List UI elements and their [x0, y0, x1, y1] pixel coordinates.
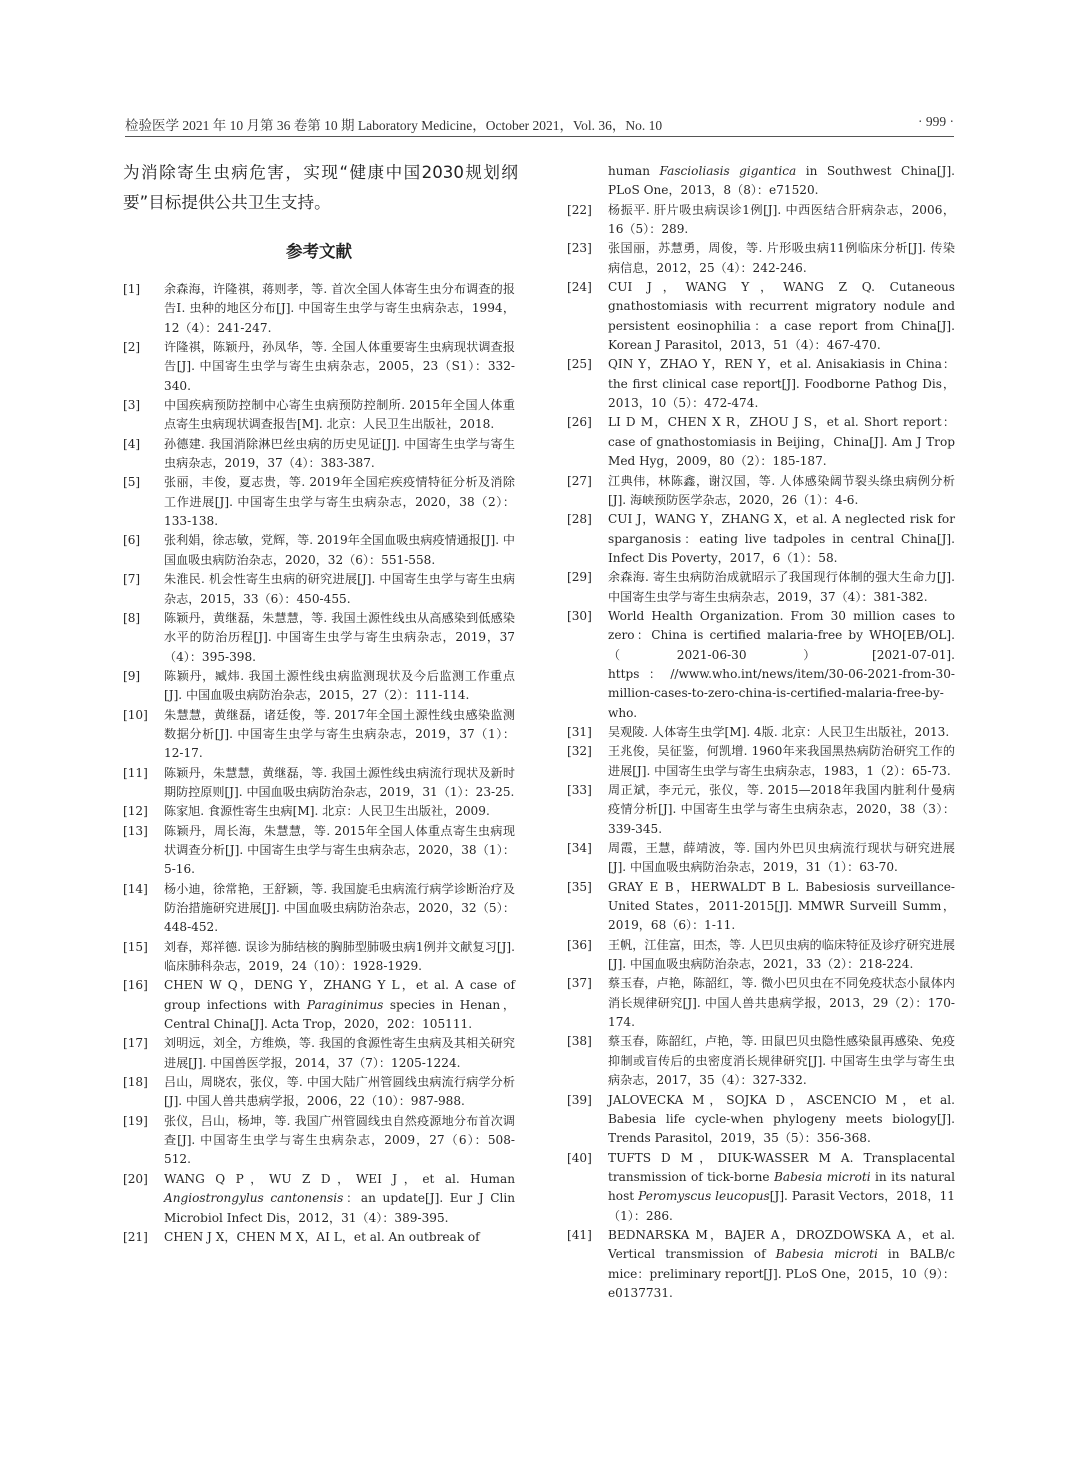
reference-item — [123, 609, 515, 667]
reference-item — [567, 1091, 955, 1149]
reference-text — [608, 241, 955, 274]
reference-text-run: WANG Q P，WU Z D，WEI J，et al. Human — [164, 1171, 515, 1186]
reference-text-run: QIN Y，ZHAO Y，REN Y，et al. Anisakiasis in China：the first clinical case report[J]. Foodborne Pathog Dis，2013，10（5）：472-474. — [608, 357, 955, 411]
reference-text — [608, 1034, 955, 1087]
reference-text-run: 张丽，丰俊，夏志贵，等. 2019年全国疟疾疫情特征分析及消除工作进展[J]. 中国寄生虫学与寄生虫病杂志，2020，38（2）：133-138. — [164, 475, 515, 529]
reference-number: [4] — [123, 436, 141, 451]
running-header — [125, 114, 954, 134]
reference-item — [123, 667, 515, 706]
reference-number: [18] — [123, 1075, 148, 1090]
reference-item — [567, 1032, 955, 1090]
reference-number: [26] — [567, 415, 592, 430]
reference-item — [567, 239, 955, 278]
reference-text — [164, 533, 515, 566]
header-rule — [125, 136, 954, 137]
reference-number: [21] — [123, 1229, 148, 1244]
reference-number: [7] — [123, 572, 141, 587]
reference-number: [38] — [567, 1034, 592, 1049]
reference-number: [35] — [567, 879, 592, 894]
reference-text-run: 王兆俊，吴征鉴，何凯增. 1960年来我国黑热病防治研究工作的进展[J]. 中国寄生虫学与寄生虫病杂志，1983，1（2）：65-73. — [608, 744, 955, 778]
reference-text-run: World Health Organization. From 30 million cases to zero：China is certified malaria-free by WHO[EB/OL].（2021-06-30）[2021-07-01]. https：//www.who.int/news/item/30-06-2021-from-30-million-cases-to-zero-china-is-certified-malaria-free-by-who. — [608, 608, 955, 720]
reference-number: [37] — [567, 976, 592, 991]
reference-item — [123, 938, 515, 977]
reference-number: [12] — [123, 804, 148, 819]
reference-item — [567, 413, 955, 471]
reference-text-run: 朱淮民. 机会性寄生虫病的研究进展[J]. 中国寄生虫学与寄生虫病杂志，2015，33（6）：450-455. — [164, 572, 515, 606]
reference-text — [608, 783, 955, 836]
reference-text — [608, 512, 955, 565]
reference-item — [123, 473, 515, 531]
reference-text-run: 陈家旭. 食源性寄生虫病[M]. 北京：人民卫生出版社，2009. — [164, 804, 490, 819]
reference-item — [567, 355, 955, 413]
reference-item — [123, 1170, 515, 1228]
reference-item — [567, 201, 955, 240]
reference-text-run: 陈颖丹，周长海，朱慧慧，等. 2015年全国人体重点寄生虫病现状调查分析[J]. 中国寄生虫学与寄生虫病杂志，2020，38（1）：5-16. — [164, 823, 515, 877]
reference-number: [13] — [123, 823, 148, 838]
reference-number: [24] — [567, 280, 592, 295]
reference-text — [608, 976, 955, 1029]
reference-text-run: CHEN W Q，DENG Y，ZHANG Y L，et al. A case of group infections with — [164, 978, 515, 1012]
reference-text-run: in its natural host — [608, 1169, 955, 1204]
reference-item — [567, 936, 955, 975]
reference-item — [123, 764, 515, 803]
reference-text-run: 余森海. 寄生虫病防治成就昭示了我国现行体制的强大生命力[J]. 中国寄生虫学与寄生虫病杂志，2019，37（4）：381-382. — [608, 570, 955, 604]
reference-text-run: 刘春，郑祥德. 误诊为肺结核的胸肺型肺吸虫病1例并文献复习[J]. 临床肺科杂志，2019，24（10）：1928-1929. — [164, 939, 515, 974]
reference-text-run: 陈颖丹，黄继磊，朱慧慧，等. 我国土源性线虫从高感染到低感染水平的防治历程[J]. 中国寄生虫学与寄生虫病杂志，2019，37（4）：395-398. — [164, 610, 515, 664]
reference-item — [567, 742, 955, 781]
reference-text-run: [J]. Parasit Vectors，2018，11（1）：286. — [608, 1189, 955, 1223]
reference-item — [123, 280, 515, 338]
italic-species-name: Peromyscus leucopus — [638, 1189, 770, 1204]
reference-item — [123, 1034, 515, 1073]
reference-number: [17] — [123, 1036, 148, 1051]
reference-number: [36] — [567, 937, 592, 952]
reference-text-run: JALOVECKA M，SOJKA D，ASCENCIO M，et al. Babesia life cycle-when phylogeny meets biology[J]. Trends Parasitol，2019，35（5）：356-368. — [608, 1092, 955, 1146]
reference-text — [608, 938, 955, 971]
reference-text-run: 陈颖丹，臧炜. 我国土源性线虫病监测现状及今后监测工作重点[J]. 中国血吸虫病防治杂志，2015，27（2）：111-114. — [164, 668, 515, 703]
reference-text — [164, 475, 515, 528]
reference-text-run: 余森海，许隆祺，蒋则孝，等. 首次全国人体寄生虫分布调查的报告Ⅰ. 虫种的地区分布[J]. 中国寄生虫学与寄生虫病杂志，1994，12（4）：241-247. — [164, 282, 515, 335]
reference-text-run: in BALB/c mice：preliminary report[J]. PLoS One，2015，10（9）：e0137731. — [608, 1247, 956, 1300]
reference-number: [10] — [123, 707, 148, 722]
reference-item — [123, 706, 515, 764]
reference-text-run: 中国疾病预防控制中心寄生虫病预防控制所. 2015年全国人体重点寄生虫病现状调查报告[M]. 北京：人民卫生出版社，2018. — [164, 398, 515, 432]
reference-item — [567, 162, 955, 201]
reference-number: [9] — [123, 668, 141, 683]
reference-text-run: 许隆祺，陈颖丹，孙凤华，等. 全国人体重要寄生虫病现状调查报告[J]. 中国寄生虫学与寄生虫病杂志，2005，23（S1）：332-340. — [164, 340, 515, 393]
reference-item — [123, 396, 515, 435]
reference-number: [30] — [567, 608, 592, 623]
reference-number: [32] — [567, 744, 592, 759]
references-heading: 参考文献 — [286, 242, 352, 261]
reference-text — [608, 609, 955, 720]
reference-text — [608, 744, 955, 777]
reference-item — [567, 472, 955, 511]
reference-text — [164, 1114, 515, 1167]
reference-text-run: GRAY E B，HERWALDT B L. Babesiosis surveillance-United States，2011-2015[J]. MMWR Surveill Summ，2019，68（6）：1-11. — [608, 879, 955, 933]
reference-text — [164, 572, 515, 605]
reference-number: [15] — [123, 939, 148, 954]
reference-item — [123, 802, 515, 821]
reference-text-run: 孙德建. 我国消除淋巴丝虫病的历史见证[J]. 中国寄生虫学与寄生虫病杂志，2019，37（4）：383-387. — [164, 436, 515, 471]
reference-item — [123, 880, 515, 938]
reference-text-run: 吴观陵. 人体寄生虫学[M]. 4版. 北京：人民卫生出版社，2013. — [608, 724, 950, 739]
reference-number: [11] — [123, 765, 148, 780]
reference-text-run: 江典伟，林陈鑫，谢汉国，等. 人体感染阔节裂头绦虫病例分析[J]. 海峡预防医学杂志，2020，26（1）：4-6. — [608, 473, 955, 507]
italic-species-name: Paraginimus — [306, 997, 384, 1012]
reference-item — [123, 435, 515, 474]
reference-text — [608, 1151, 955, 1223]
reference-number: [28] — [567, 512, 592, 527]
reference-text — [608, 164, 955, 197]
reference-text-run: 张国丽，苏慧勇，周俊，等. 片形吸虫病11例临床分析[J]. 传染病信息，2012，25（4）：242-246. — [608, 241, 955, 275]
reference-text — [164, 669, 515, 702]
reference-text — [608, 357, 955, 410]
reference-text — [164, 1230, 480, 1244]
reference-item — [123, 531, 515, 570]
reference-text — [164, 708, 515, 761]
reference-text — [164, 978, 515, 1031]
reference-item — [123, 1112, 515, 1170]
reference-number: [29] — [567, 570, 592, 585]
reference-text — [164, 398, 515, 431]
reference-text-run: BEDNARSKA M，BAJER A，DROZDOWSKA A，et al. Vertical transmission of — [608, 1227, 955, 1262]
page-number: · 999 · — [918, 114, 954, 129]
italic-species-name: Fascioliasis gigantica — [659, 164, 797, 178]
reference-text-run: CHEN J X，CHEN M X，AI L，et al. An outbreak of — [164, 1229, 480, 1244]
references-list-left — [123, 280, 515, 1247]
reference-text — [608, 280, 955, 352]
reference-number: [34] — [567, 841, 592, 856]
reference-text — [164, 437, 515, 470]
reference-text-run: human — [608, 164, 660, 178]
reference-text-run: 刘明远，刘全，方维焕，等. 我国的食源性寄生虫病及其相关研究进展[J]. 中国兽医学报，2014，37（7）：1205-1224. — [164, 1036, 515, 1070]
reference-text-run: ：an update[J]. Eur J Clin Microbiol Infect Dis，2012，31（4）：389-395. — [164, 1191, 516, 1225]
reference-item — [567, 278, 955, 355]
reference-text-run: 张仪，吕山，杨坤，等. 我国广州管圆线虫自然疫源地分布首次调查[J]. 中国寄生虫学与寄生虫病杂志，2009，27（6）：508-512. — [164, 1113, 515, 1167]
reference-number: [25] — [567, 357, 592, 372]
reference-number: [19] — [123, 1113, 148, 1128]
reference-text — [608, 725, 949, 739]
reference-number: [2] — [123, 340, 141, 355]
reference-item — [567, 974, 955, 1032]
reference-text — [164, 882, 515, 935]
reference-text — [608, 415, 955, 468]
reference-text — [164, 1036, 515, 1069]
reference-item — [567, 607, 955, 723]
reference-text — [608, 1093, 955, 1146]
reference-text-run: CUI J，WANG Y，WANG Z Q. Cutaneous gnathostomiasis with recurrent migratory nodule and persistent eosinophilia：a case report from China[J]. Korean J Parasitol，2013，51（4）：467-470. — [608, 280, 955, 353]
reference-item — [567, 568, 955, 607]
journal-citation: 检验医学 2021 年 10 月第 36 卷第 10 期 Laboratory Medicine，October 2021，Vol. 36，No. 10 — [125, 118, 663, 133]
reference-text-run: CUI J，WANG Y，ZHANG X，et al. A neglected risk for sparganosis：eating live tadpoles in central China[J]. Infect Dis Poverty，2017，6（1）：58. — [608, 512, 955, 565]
closing-paragraph: 为消除寄生虫病危害，实现“健康中国2030规划纲要”目标提供公共卫生支持。 — [123, 163, 518, 212]
reference-text — [164, 1075, 515, 1108]
reference-number: [6] — [123, 533, 141, 548]
reference-number: [5] — [123, 475, 141, 490]
reference-number: [16] — [123, 978, 148, 993]
reference-text-run: species in Henan，Central China[J]. Acta Trop，2020，202：105111. — [164, 997, 515, 1032]
reference-item — [567, 1149, 955, 1226]
reference-text-run: 蔡玉春，陈韶红，卢艳，等. 田鼠巴贝虫隐性感染鼠再感染、免疫抑制或盲传后的虫密度消长规律研究[J]. 中国寄生虫学与寄生虫病杂志，2017，35（4）：327-332. — [608, 1034, 955, 1088]
reference-number: [20] — [123, 1171, 148, 1186]
reference-number: [22] — [567, 202, 592, 217]
reference-number: [40] — [567, 1150, 592, 1165]
reference-item — [567, 839, 955, 878]
reference-item — [123, 1073, 515, 1112]
reference-number: [41] — [567, 1227, 592, 1242]
reference-number: [23] — [567, 241, 592, 256]
reference-number: [1] — [123, 282, 141, 296]
reference-text — [164, 766, 515, 799]
reference-text-run: 张利娟，徐志敏，党辉，等. 2019年全国血吸虫病疫情通报[J]. 中国血吸虫病防治杂志，2020，32（6）：551-558. — [164, 533, 515, 567]
reference-item — [123, 570, 515, 609]
reference-text-run: 蔡玉春，卢艳，陈韶红，等. 微小巴贝虫在不同免疫状态小鼠体内消长规律研究[J]. 中国人兽共患病学报，2013，29（2）：170-174. — [608, 976, 955, 1030]
reference-item — [123, 1228, 515, 1247]
reference-text — [164, 611, 515, 664]
reference-text-run: 陈颖丹，朱慧慧，黄继磊，等. 我国土源性线虫病流行现状及新时期防控原则[J]. 中国血吸虫病防治杂志，2019，31（1）：23-25. — [164, 765, 515, 799]
reference-text-run: 王帆，江佳富，田杰，等. 人巴贝虫病的临床特征及诊疗研究进展[J]. 中国血吸虫病防治杂志，2021，33（2）：218-224. — [608, 937, 955, 972]
reference-text-run: 杨振平. 肝片吸虫病误诊1例[J]. 中西医结合肝病杂志，2006，16（5）：289. — [608, 202, 955, 237]
reference-text — [608, 841, 955, 874]
reference-text-run: LI D M，CHEN X R，ZHOU J S，et al. Short report：case of gnathostomiasis in Beijing，China[J]. Am J Trop Med Hyg，2009，80（2）：185-187. — [608, 415, 955, 469]
italic-species-name: Babesia microti — [775, 1247, 878, 1262]
reference-text — [164, 940, 515, 973]
reference-text-run: 朱慧慧，黄继磊，诸廷俊，等. 2017年全国土源性线虫感染监测数据分析[J]. 中国寄生虫学与寄生虫病杂志，2019，37（1）：12-17. — [164, 707, 515, 761]
reference-number: [14] — [123, 881, 148, 896]
references-list-right — [567, 162, 955, 1303]
reference-text — [608, 880, 955, 933]
reference-text-run: 周正斌，李元元，张仪，等. 2015—2018年我国内脏利什曼病疫情分析[J]. 中国寄生虫学与寄生虫病杂志，2020，38（3）：339-345. — [608, 783, 955, 836]
reference-item — [567, 781, 955, 839]
reference-text — [164, 824, 515, 877]
reference-text — [608, 474, 955, 507]
reference-number: [27] — [567, 473, 592, 488]
reference-text — [608, 203, 955, 236]
reference-item — [123, 822, 515, 880]
italic-species-name: Angiostrongylus cantonensis — [164, 1191, 344, 1206]
reference-item — [123, 976, 515, 1034]
reference-text-run: in Southwest China[J]. PLoS One，2013，8（8）：e71520. — [608, 164, 956, 198]
reference-number: [31] — [567, 724, 592, 739]
italic-species-name: Babesia microti — [774, 1169, 871, 1184]
reference-number: [8] — [123, 610, 141, 625]
reference-text — [164, 340, 515, 393]
reference-text — [164, 804, 490, 818]
reference-text-run: 杨小迪，徐常艳，王舒颖，等. 我国旋毛虫病流行病学诊断治疗及防治措施研究进展[J]. 中国血吸虫病防治杂志，2020，32（5）：448-452. — [164, 881, 515, 935]
reference-number: [33] — [567, 783, 592, 797]
reference-number: [39] — [567, 1092, 592, 1107]
reference-text — [164, 282, 515, 335]
reference-item — [567, 878, 955, 936]
reference-text-run: 吕山，周晓农，张仪，等. 中国大陆广州管圆线虫病流行病学分析[J]. 中国人兽共患病学报，2006，22（10）：987-988. — [164, 1075, 515, 1109]
reference-text — [164, 1172, 515, 1225]
reference-text-run: 周霞，王慧，薛靖波，等. 国内外巴贝虫病流行现状与研究进展[J]. 中国血吸虫病防治杂志，2019，31（1）：63-70. — [608, 841, 955, 875]
reference-text-run: TUFTS D M，DIUK-WASSER M A. Transplacental transmission of tick-borne — [608, 1150, 955, 1184]
reference-item — [567, 510, 955, 568]
reference-text — [608, 1228, 955, 1300]
reference-number: [3] — [123, 398, 141, 413]
reference-item — [567, 723, 955, 742]
reference-text — [608, 570, 955, 603]
reference-item — [123, 338, 515, 396]
reference-item — [567, 1226, 955, 1303]
